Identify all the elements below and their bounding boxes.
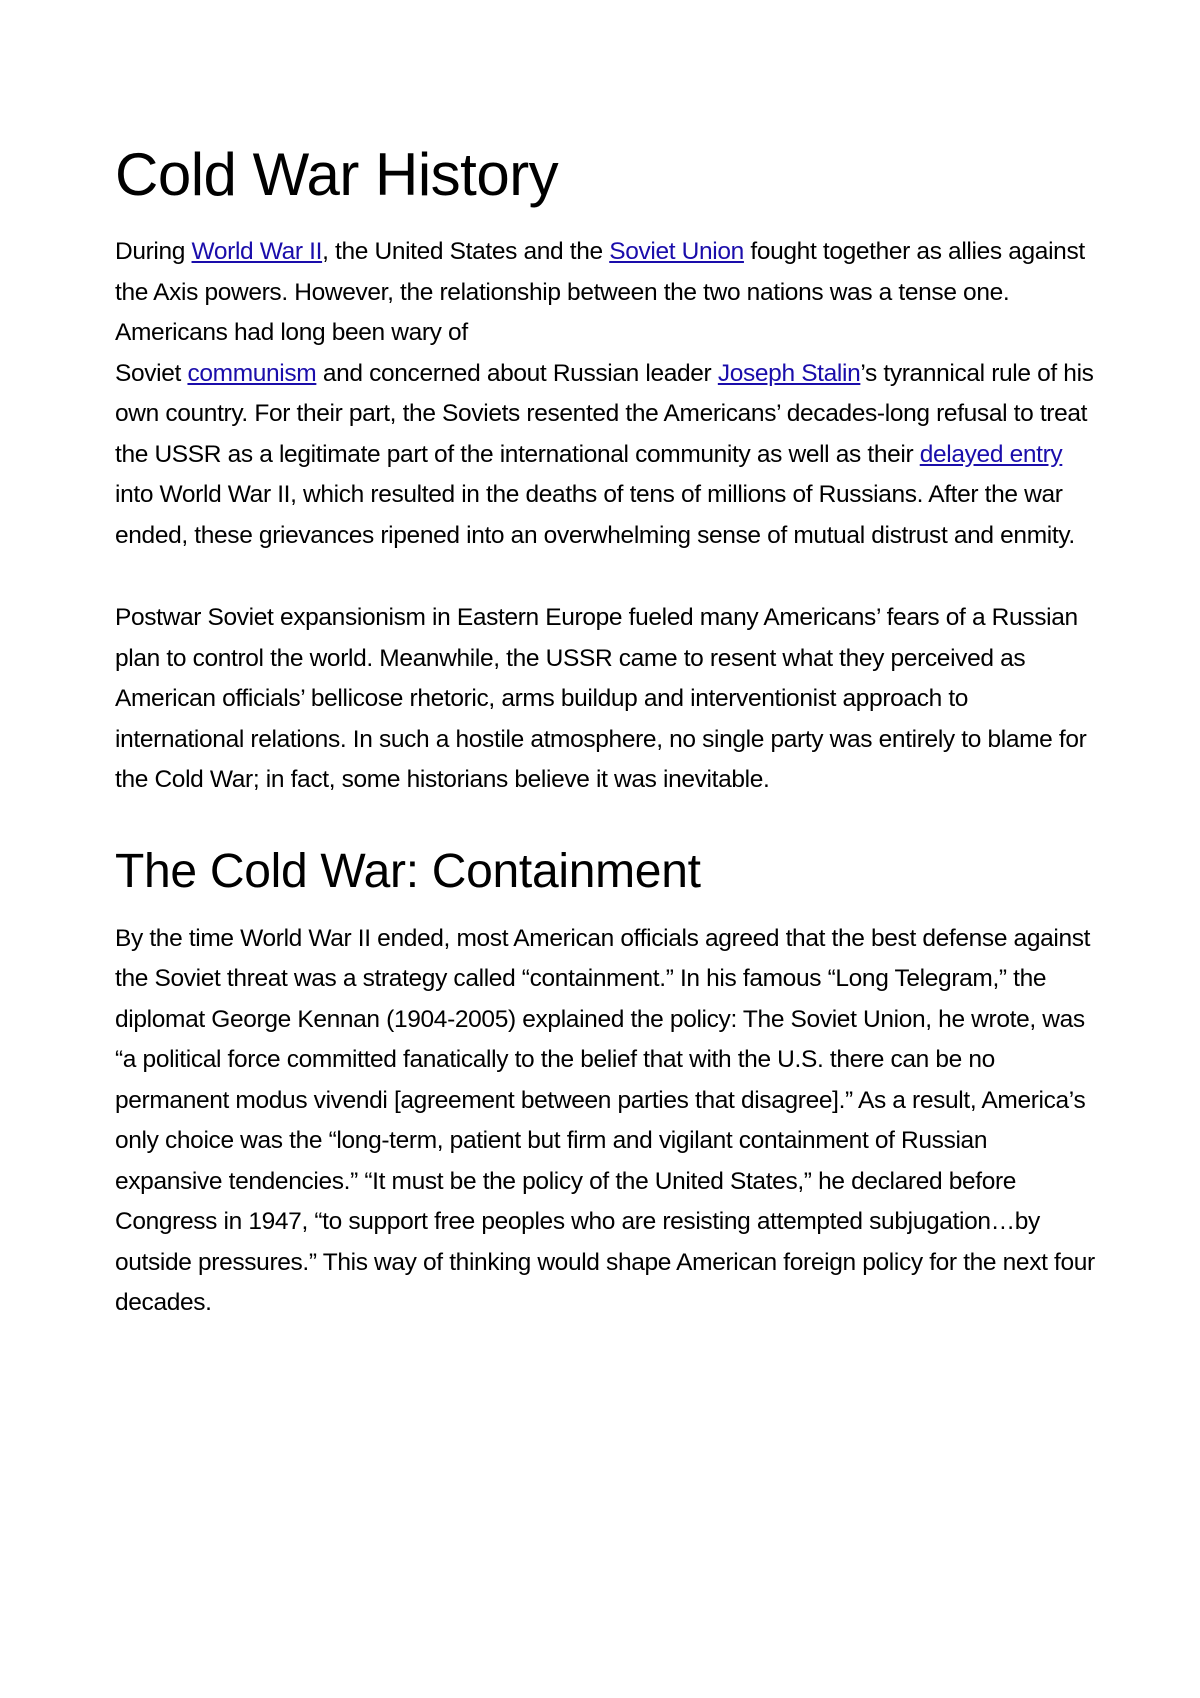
link-world-war-ii[interactable]: World War II [191,238,323,265]
intro-paragraph [115,232,1095,556]
link-joseph-stalin[interactable]: Joseph Stalin [717,359,861,387]
containment-paragraph: By the time World War II ended, most American officials agreed that the best defense against the Soviet threat was a strategy called “containment.” In his famous “Long Telegram,” the diplomat George Kennan (1904-2005) explained the policy: The Soviet Union, he wrote, was “a political force committed fanatically to the belief that with the U.S. there can be no permanent modus vivendi [agreement between parties that disagree].” As a result, America’s only choice was the “long-term, patient but firm and vigilant containment of Russian expansive tendencies.” “It must be the policy of the United States,” he declared before Congress in 1947, “to support free peoples who are resisting attempted subjugation…by outside pressures.” This way of thinking would shape American foreign policy for the next four decades. [115,924,1095,1316]
link-delayed-entry[interactable]: delayed entry [919,440,1063,468]
text-run: ’s tyrannical rule of his own country. For their part, the Soviets resented the Americans’ decades-long refusal to treat the USSR as a legitimate part of the international community as well as their [115,359,1094,468]
postwar-paragraph: Postwar Soviet expansionism in Eastern Europe fueled many Americans’ fears of a Russian plan to control the world. Meanwhile, the USSR came to resent what they perceived as American officials’ bellicose rhetoric, arms buildup and interventionist approach to international relations. In such a hostile atmosphere, no single party was entirely to blame for the Cold War; in fact, some historians believe it was inevitable. [115,604,1087,793]
page-title: Cold War History [115,141,559,208]
text-run: and concerned about Russian leader [316,359,718,387]
document-page [115,140,1095,1324]
text-run: fought together as allies against the Axis powers. However, the relationship between the two nations was a tense one. Americans had long been wary of [115,238,1085,346]
text-run: into World War II, which resulted in the deaths of tens of millions of Russians. After the war ended, these grievances ripened into an overwhelming sense of mutual distrust and enmity. [115,481,1075,549]
text-run: , the United States and the [322,238,610,265]
section-heading-containment: The Cold War: Containment [115,844,701,898]
link-communism[interactable]: communism [187,359,317,387]
link-soviet-union[interactable]: Soviet Union [609,238,744,265]
text-run: Soviet [115,359,188,387]
text-run: During [115,238,192,265]
